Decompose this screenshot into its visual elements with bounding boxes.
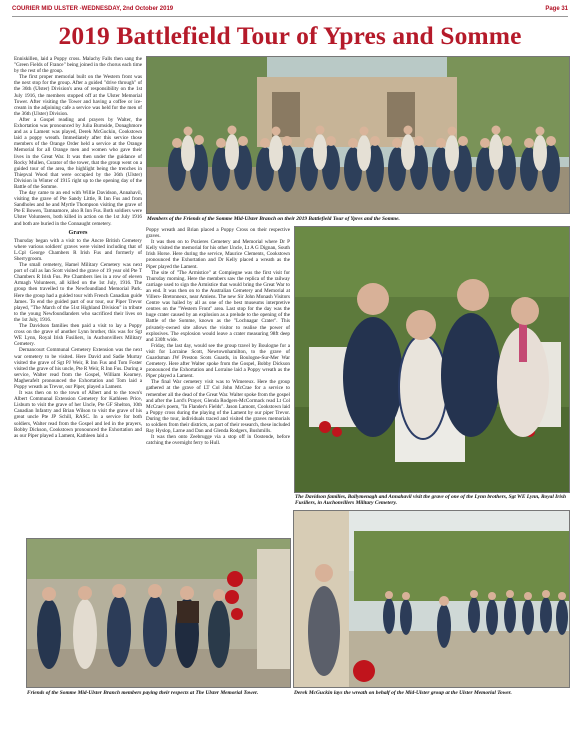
article-paragraph: Dernancourt Communal Cemetery Extension was the next war cemetery to be visited. Here David and Sadie Murray visited the grave of Sgt PJ Weir, R Inn Fus and Tom Foster visited the grave of his uncle, Pte R Weir, R Inn Fus. During a service, Walter read from the Gospel, William Kearney, Magherafelt pronounced the Exhortation and Tom laid a Poppy wreath as Trevor, our Piper, played a Lament.: [14, 347, 142, 390]
headline: 2019 Battlefield Tour of Ypres and Somme: [58, 21, 522, 50]
article-column-2: [146, 227, 290, 533]
wreath-photo-image: [294, 511, 569, 687]
article-paragraph: It was then onto Zeebrugge via a stop off in Oostende, before catching the overnight ferry to Hull.: [146, 434, 290, 447]
article-paragraph: The site of "The Armistice" at Compiegne was the first visit for Thursday morning. Here the members saw the replica of the railway carriage used to sign the Armistice that would bring the Great War to an end. It was then on to the Australian Cemetery and Memorial at Villers- Bretonneux, near Amiens. The new Sir John Monash Visitors Centre was hailed by all as one of the best museums interpretive centres on the "Western Front" area. Last stop for the day was the huge crater caused by an explosion as a prelude to the opening of the Battle of the Somme, known as the "Lochnagar Crater". This privately-owned site allows the visitor to realise the power of explosives. The explosion would leave a crater measuring 98ft deep and 330ft wide.: [146, 269, 290, 343]
page-header: [12, 4, 568, 17]
article-paragraph: Friday, the last day, would see the group travel by Boulogne for a visit for Lorraine Scott, Newtownhamilton, to the grave of Guardsman JW Preston Scots Guards, in Boulogne-Sur-Mer War Cemetery. Here after Walter spoke from the Gospel, Bobby Dickson pronounced the Exhortation and Lorraine laid a Poppy wreath as the Piper played a Lament.: [146, 342, 290, 380]
article-paragraph: The Davidson families then paid a visit to lay a Poppy cross on the grave of another Lynn brother, this was for Sgt WE Lynn, Royal Irish Fusiliers, in Auchonvillers Military Cemetery.: [14, 323, 142, 348]
page-number: Page 31: [545, 6, 568, 12]
article-paragraph: The final War cemetery visit was to Wimereux. Here the group gathered at the grave of LT Col John McCrae for a service to remember all the dead of the Great War. Walter spoke from the gospel and after the Lord's Prayer, Glenda Rodgers-McCormack read Lt Col McCrae's poem, "In Flander's Fields". Jason Lamont, Cookstown laid a Poppy cross during the playing of the Lament by our piper Trevor. During the tour, individuals traced and visited the graves memorials to soldiers from their districts, as part of their research, these included Ray Hyslop, Larne and Dan and Glenda Rodgers, Bushmills.: [146, 379, 290, 435]
article-paragraph: It was then on to Pozieres Cemetery and Memorial where Dr P Kelly visited the memorial for his other Uncle, Lt A G Dignan, South Irish Horse. Here during the service, Maurice Clements, Cookstown pronounced the Exhortation and Dr Kelly placed a wreath as the Piper played the Lament.: [146, 239, 290, 270]
davidson-photo-image: [295, 227, 569, 492]
davidson-photo: [294, 226, 570, 493]
davidson-photo-caption: The Davidson families, Ballymenagh and Annahavil visit the grave of one of the Lynn brothers, Sgt WE Lynn, Royal Irish Fusiliers, in Auchonvillers Military Cemetery.: [295, 494, 566, 507]
article-paragraph: Poppy wreath and Brian placed a Poppy Cross on their respective graves.: [146, 227, 290, 240]
subheading-graves: Graves: [68, 228, 88, 236]
publication-line: COURIER MID ULSTER -WEDNESDAY, 2nd October 2019: [12, 6, 174, 12]
memorial-photo-caption: Friends of the Somme Mid-Ulster Branch members paying their respects at The Ulster Memorial Tower.: [27, 690, 259, 696]
article-paragraph: Thursday began with a visit to the Ancre British Cemetery where various soldiers' graves were visited including that of L.Cpl George Chambers R Irish Fus and formerly of Sherrygroom.: [14, 237, 142, 262]
group-photo-image: [147, 57, 569, 213]
group-photo-caption: Members of the Friends of the Somme Mid-Ulster Branch on their 2019 Battlefield Tour of Ypres and the Somme.: [147, 216, 400, 222]
article-paragraph: Enniskillen, laid a Poppy cross. Malachy Falls then sang the "Green Fields of France" being joined in the chorus each time by the rest of the group.: [14, 56, 142, 75]
memorial-photo: [26, 538, 291, 688]
memorial-photo-image: [27, 539, 290, 687]
article-paragraph: The small cemetery, Hamel Military Cemetery was next port of call as Ian Scott visited the grave of 19 year old Pte T Chambers R Irish Fus. Pte Chambers lies in a row of eleven Armagh Volunteers, all killed on the 1st July, 1916. The group then travelled to the Newfoundland Memorial Park. Here the group had a guided tour with French Canadian guide James. To end the guided part of our tour, our Piper Trevor played, "The March of the 51st Highland Division" in tribute to the young Newfoundlanders who sacrificed their lives on the 1st July, 1916.: [14, 262, 142, 323]
wreath-photo: [293, 510, 570, 688]
group-photo: [146, 56, 570, 214]
article-paragraph: The first proper memorial built on the Western front was the next stop for the group. After a guided "drive through" of the 36th (Ulster) Division's area of responsibility on the 1st July 1916, the members stopped off at the Ulster Memorial Tower. After visiting the Tower and having a coffee or ice-cream in the adjoining cafe a service was held for the men of the 36th (Ulster) Division.: [14, 74, 142, 117]
article-paragraph: After a Gospel reading and prayers by Walter, the Exhortation was pronounced by Julia Burnside, Donaghmore and as a Lament was played, Derek McGuckin, Cookstown laid a poppy wreath. Immediately after this service those members of the Orange Order held a service at the Orange Memorial for all Orange men and women who gave their lives in the Great War. It was then under the guidance of Rocky Mullen, Curator of the tower, that the group went on a guided tour of the area, the highlight being the trenches in Thiepval Wood that were occupied by the 36th (Ulster) Division in Winter of 1915 right up to the opening day of the Battle of the Somme.: [14, 116, 142, 190]
wreath-photo-caption: Derek McGuckin lays the wreath on behalf of the Mid-Ulster group at the Ulster Memorial Tower.: [294, 690, 512, 696]
article-paragraph: The day came to an end with Willie Davidson, Annahavil, visiting the grave of Pte Sandy Little, R Inn Fus and from Sandholes and he and Myrtle Thompson visiting the grave of Pte E Bowen, Tamnamore, also R Inn Fus. Both soldiers were Ulster Volunteers, both killed in action on the 1st July 1916 and both are buried in the Connaught cemetery.: [14, 190, 142, 227]
article-paragraph: It was then on to the town of Albert and to the town's Albert Communal Extension Cemetery for Kathleen Price, Lisburn to visit the grave of her Uncle, Pte GF Shelton, 10th Canadian Infantry and Brian Wilson to visit the grave of his great uncle Pte JP Schill, RASC. In a service for both soldiers, Walter read from the Gospel and led in the prayers, Bobby Dickson, Cookstown pronounced the Exhortation and as our Piper played a Lament, Kathleen laid a: [14, 390, 142, 439]
